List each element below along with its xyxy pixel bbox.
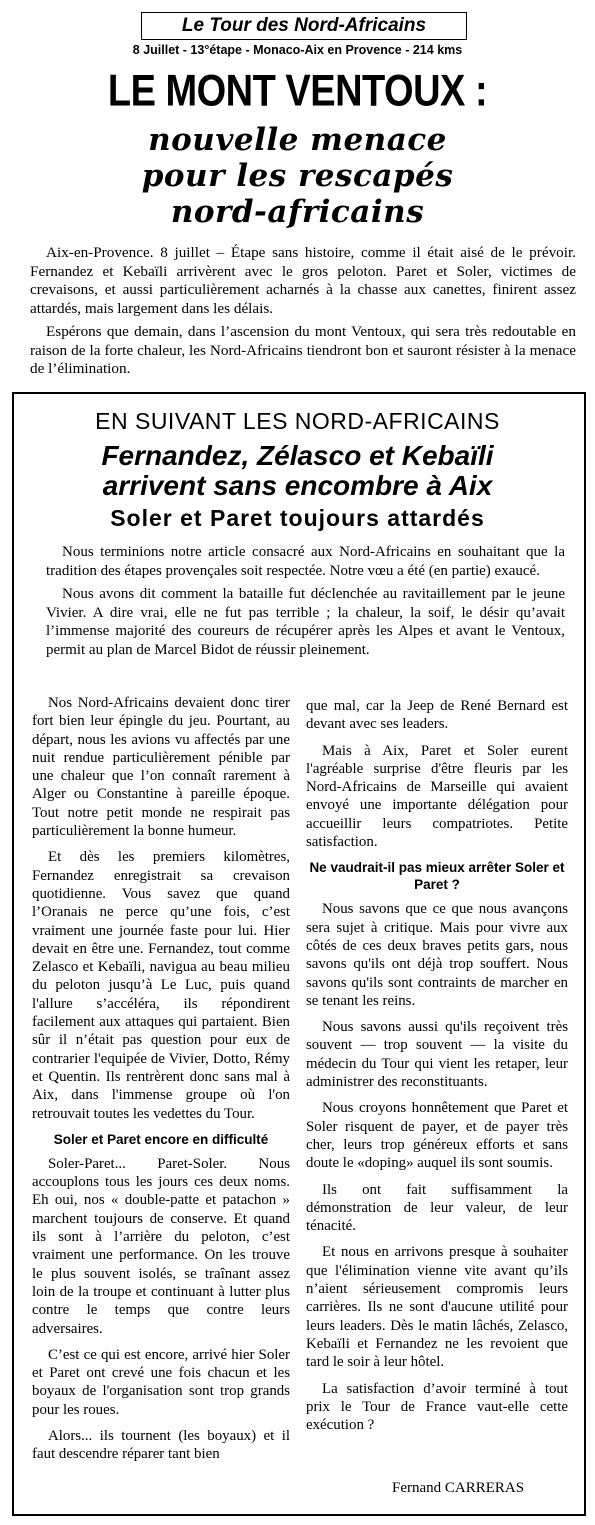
body-paragraph: Mais à Aix, Paret et Soler eurent l'agréable surprise d'être fleuris par les Nord-Africains de Marseille qui avaient envoyé une importante délégation pour accueillir leurs compatriotes. Petite satisfaction. (306, 742, 568, 851)
section-heading: Ne vaudrait-il pas mieux arrêter Soler et Paret ? (309, 860, 565, 893)
article-kicker: EN SUIVANT LES NORD-AFRICAINS (95, 408, 500, 434)
intro-paragraph: Espérons que demain, dans l’ascension du mont Ventoux, qui sera très redoutable en raison de la forte chaleur, les Nord-Africains tiendront bon et sauront résister à la menace de l’élimination. (30, 323, 576, 377)
body-paragraph: Nos Nord-Africains devaient donc tirer fort bien leur épingle du jeu. Pourtant, au départ, nous les avions vu affectés par une nuit rendue particulièrement pénible par une chaleur que l’on connaît rarement à Alger ou Constantine à pareille époque. Tout notre petit monde ne respirait pas particulièrement la bonne humeur. (32, 695, 290, 840)
body-paragraph: Nous savons aussi qu'ils reçoivent très souvent — trop souvent — la visite du médecin du Tour qui vient les retaper, leur administrer des reconstituants. (306, 1019, 568, 1091)
article-title-line: arrivent sans encombre à Aix (102, 470, 493, 501)
body-paragraph: Et nous en arrivons presque à souhaiter que l'élimination vienne vite avant qu’ils n’aient sérieusement compromis leurs carrières. Ils ne sont d'aucune utilité pour leurs leaders. Dès le matin lâchés, Zelasco, Kebaïli et Fernandez ne les revoient que tard le soir à leur hôtel. (306, 1244, 568, 1371)
author-signature: Fernand CARRERAS (392, 1480, 525, 1496)
body-paragraph: C’est ce qui est encore, arrivé hier Soler et Paret ont crevé une fois chacun et les boyaux de l'organisation sont trop grands pour les roues. (32, 1346, 290, 1418)
body-paragraph: Nous savons que ce que nous avançons sera sujet à critique. Mais pour vivre aux côtés de ces deux braves petits gars, nous savons qu'ils ont déjà trop souffert. Nous savons qu'ils sont contraints de marcher en se tenant les reins. (306, 901, 568, 1009)
lead-paragraph: Nous avons dit comment la bataille fut déclenchée au ravitaillement par le jeune Vivier. A dire vrai, elle ne fut pas terrible ; la chaleur, la soif, le désir qu’avait l’immense majorité des coureurs de récupérer après les Alpes et avant le Ventoux, permit au plan de Marcel Bidot de réussir pleinement. (46, 586, 565, 658)
main-headline: LE MONT VENTOUX : (107, 66, 488, 117)
article-title-line: Fernandez, Zélasco et Kebaïli (101, 440, 494, 471)
body-paragraph: Alors... ils tournent (les boyaux) et il faut descendre réparer tant bien (32, 1427, 290, 1463)
lead-paragraph: Nous terminions notre article consacré aux Nord-Africains en souhaitant que la tradition des étapes provençales soit respectée. Notre vœu a été (en partie) exaucé. (46, 544, 565, 579)
intro-text (30, 244, 576, 384)
intro-paragraph: Aix-en-Provence. 8 juillet – Étape sans histoire, comme il était aisé de le prévoir. Fernandez et Kebaïli arrivèrent avec le gros peloton. Paret et Soler, victimes de crevaisons, et aussi particulièrement acharnés à la chasse aux canettes, finirent assez attardés, mais largement dans les délais. (30, 244, 576, 317)
body-paragraph: La satisfaction d’avoir terminé à tout prix le Tour de France vaut-elle cette exécution ? (306, 1380, 568, 1434)
article-subtitle: Soler et Paret toujours attardés (110, 505, 485, 531)
left-column (32, 694, 290, 1472)
sub-headline (0, 122, 595, 230)
stage-info: 8 Juillet - 13°étape - Monaco-Aix en Provence - 214 kms (132, 43, 463, 57)
sub-headline-line: nouvelle menace (148, 122, 447, 158)
article-lead (46, 543, 565, 664)
body-paragraph: que mal, car la Jeep de René Bernard est devant avec ses leaders. (306, 698, 568, 733)
sub-headline-line: nord-africains (170, 194, 425, 230)
body-paragraph: Nous croyons honnêtement que Paret et Soler risquent de payer, et de payer très cher, leurs trop généreux efforts et sans doute le «doping» auquel ils sont soumis. (306, 1100, 568, 1172)
body-paragraph: Ils ont fait suffisamment la démonstration de leur valeur, de leur ténacité. (306, 1181, 568, 1235)
series-title: Le Tour des Nord-Africains (141, 12, 467, 40)
article-title (0, 441, 595, 501)
body-paragraph: Et dès les premiers kilomètres, Fernandez enregistrait sa crevaison quotidienne. Vous savez que quand l’Oranais ne perce qu’une fois, c’est vraiment une journée faste pour lui. Hier devait en être une. Fernandez, tout comme Zelasco et Kebaïli, navigua au beau milieu du peloton jusqu’à Le Luc, puis quand l'allure s’accéléra, ils répondirent facilement aux attaques qui partaient. Bien sûr il n’était pas question pour eux de contrarier l'equipée de Vivier, Dotto, Rémy et Quentin. Ils rentrèrent donc sans mal à Aix, dans l'immense groupe où l'on retrouvait toutes les vedettes du Tour. (32, 849, 290, 1122)
right-column (306, 697, 568, 1442)
section-heading: Soler et Paret encore en difficulté (53, 1131, 269, 1147)
body-paragraph: Soler-Paret... Paret-Soler. Nous accouplons tous les jours ces deux noms. Eh oui, nos « double-patte et patachon » marchent toujours de conserve. Et quand ils sont à l’arrière du peloton, c’est vraiment une performance. On les trouve le plus souvent isolés, se traînant assez loin de la troupe et continuant à lutter plus contre le temps que contre leurs adversaires. (32, 1155, 290, 1337)
sub-headline-line: pour les rescapés (141, 158, 454, 194)
